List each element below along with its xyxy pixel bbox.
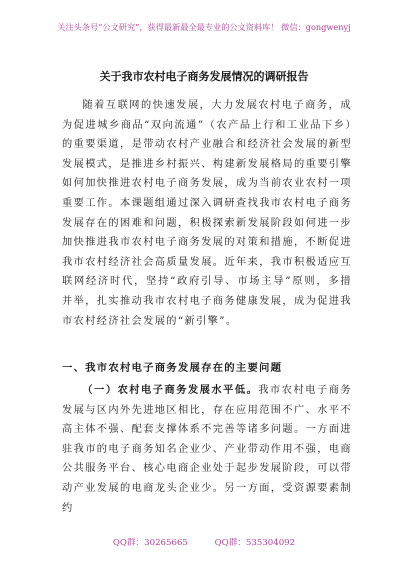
- subsection-paragraph: [62, 381, 352, 518]
- document-title: 关于我市农村电子商务发展情况的调研报告: [99, 70, 309, 83]
- intro-paragraph: 随着互联网的快速发展，大力发展农村电子商务，成为促进城乡商品“双向流通”（农产品上行和工业品下乡）的重要渠道，是带动农村产业融合和经济社会发展的新型发展模式，是推进乡村振兴、构建新发展格局的重要引擎如何加快推进农村电子商务发展，成为当前农业农村一项重要工作。本课题组通过深入调研查找我市农村电子商务发展存在的困难和问题，积极探索新发展阶段如何进一步加快推进我市农村电子商务发展的对策和措施，不断促进我市农村经济社会高质量发展。近年来，我市积极适应互联网经济时代，坚持“政府引导、市场主导”原则，多措并举，扎实推动我市农村电子商务健康发展，成为促进我市农村经济社会发展的“新引擎”。: [62, 100, 352, 327]
- section-heading: 一、我市农村电子商务发展存在的主要问题: [62, 362, 283, 374]
- footer-bar: [0, 536, 408, 548]
- subsection-label: （一）农村电子商务发展水平低。: [82, 384, 259, 396]
- intro-section: [62, 96, 352, 331]
- top-banner: 关注头条号“公文研究”，获得最新最全最专业的公文资料库！ 微信：gongwenyj: [57, 22, 351, 32]
- subsection-1: [62, 381, 352, 518]
- qq-group-2: QQ群：535304092: [214, 538, 296, 548]
- qq-group-1: QQ群：30265665: [112, 538, 188, 548]
- subsection-text: 我市农村电子商务发展与区内外先进地区相比，存在应用范围不广、水平不高主体不强、配套支撑体系不完善等诸多问题。一方面进驻我市的电子商务知名企业少、产业带动作用不强，电商公共服务平台、核心电商企业处于起步发展阶段，可以带动产业发展的电商龙头企业少。另一方面，受资源要素制约: [62, 385, 352, 514]
